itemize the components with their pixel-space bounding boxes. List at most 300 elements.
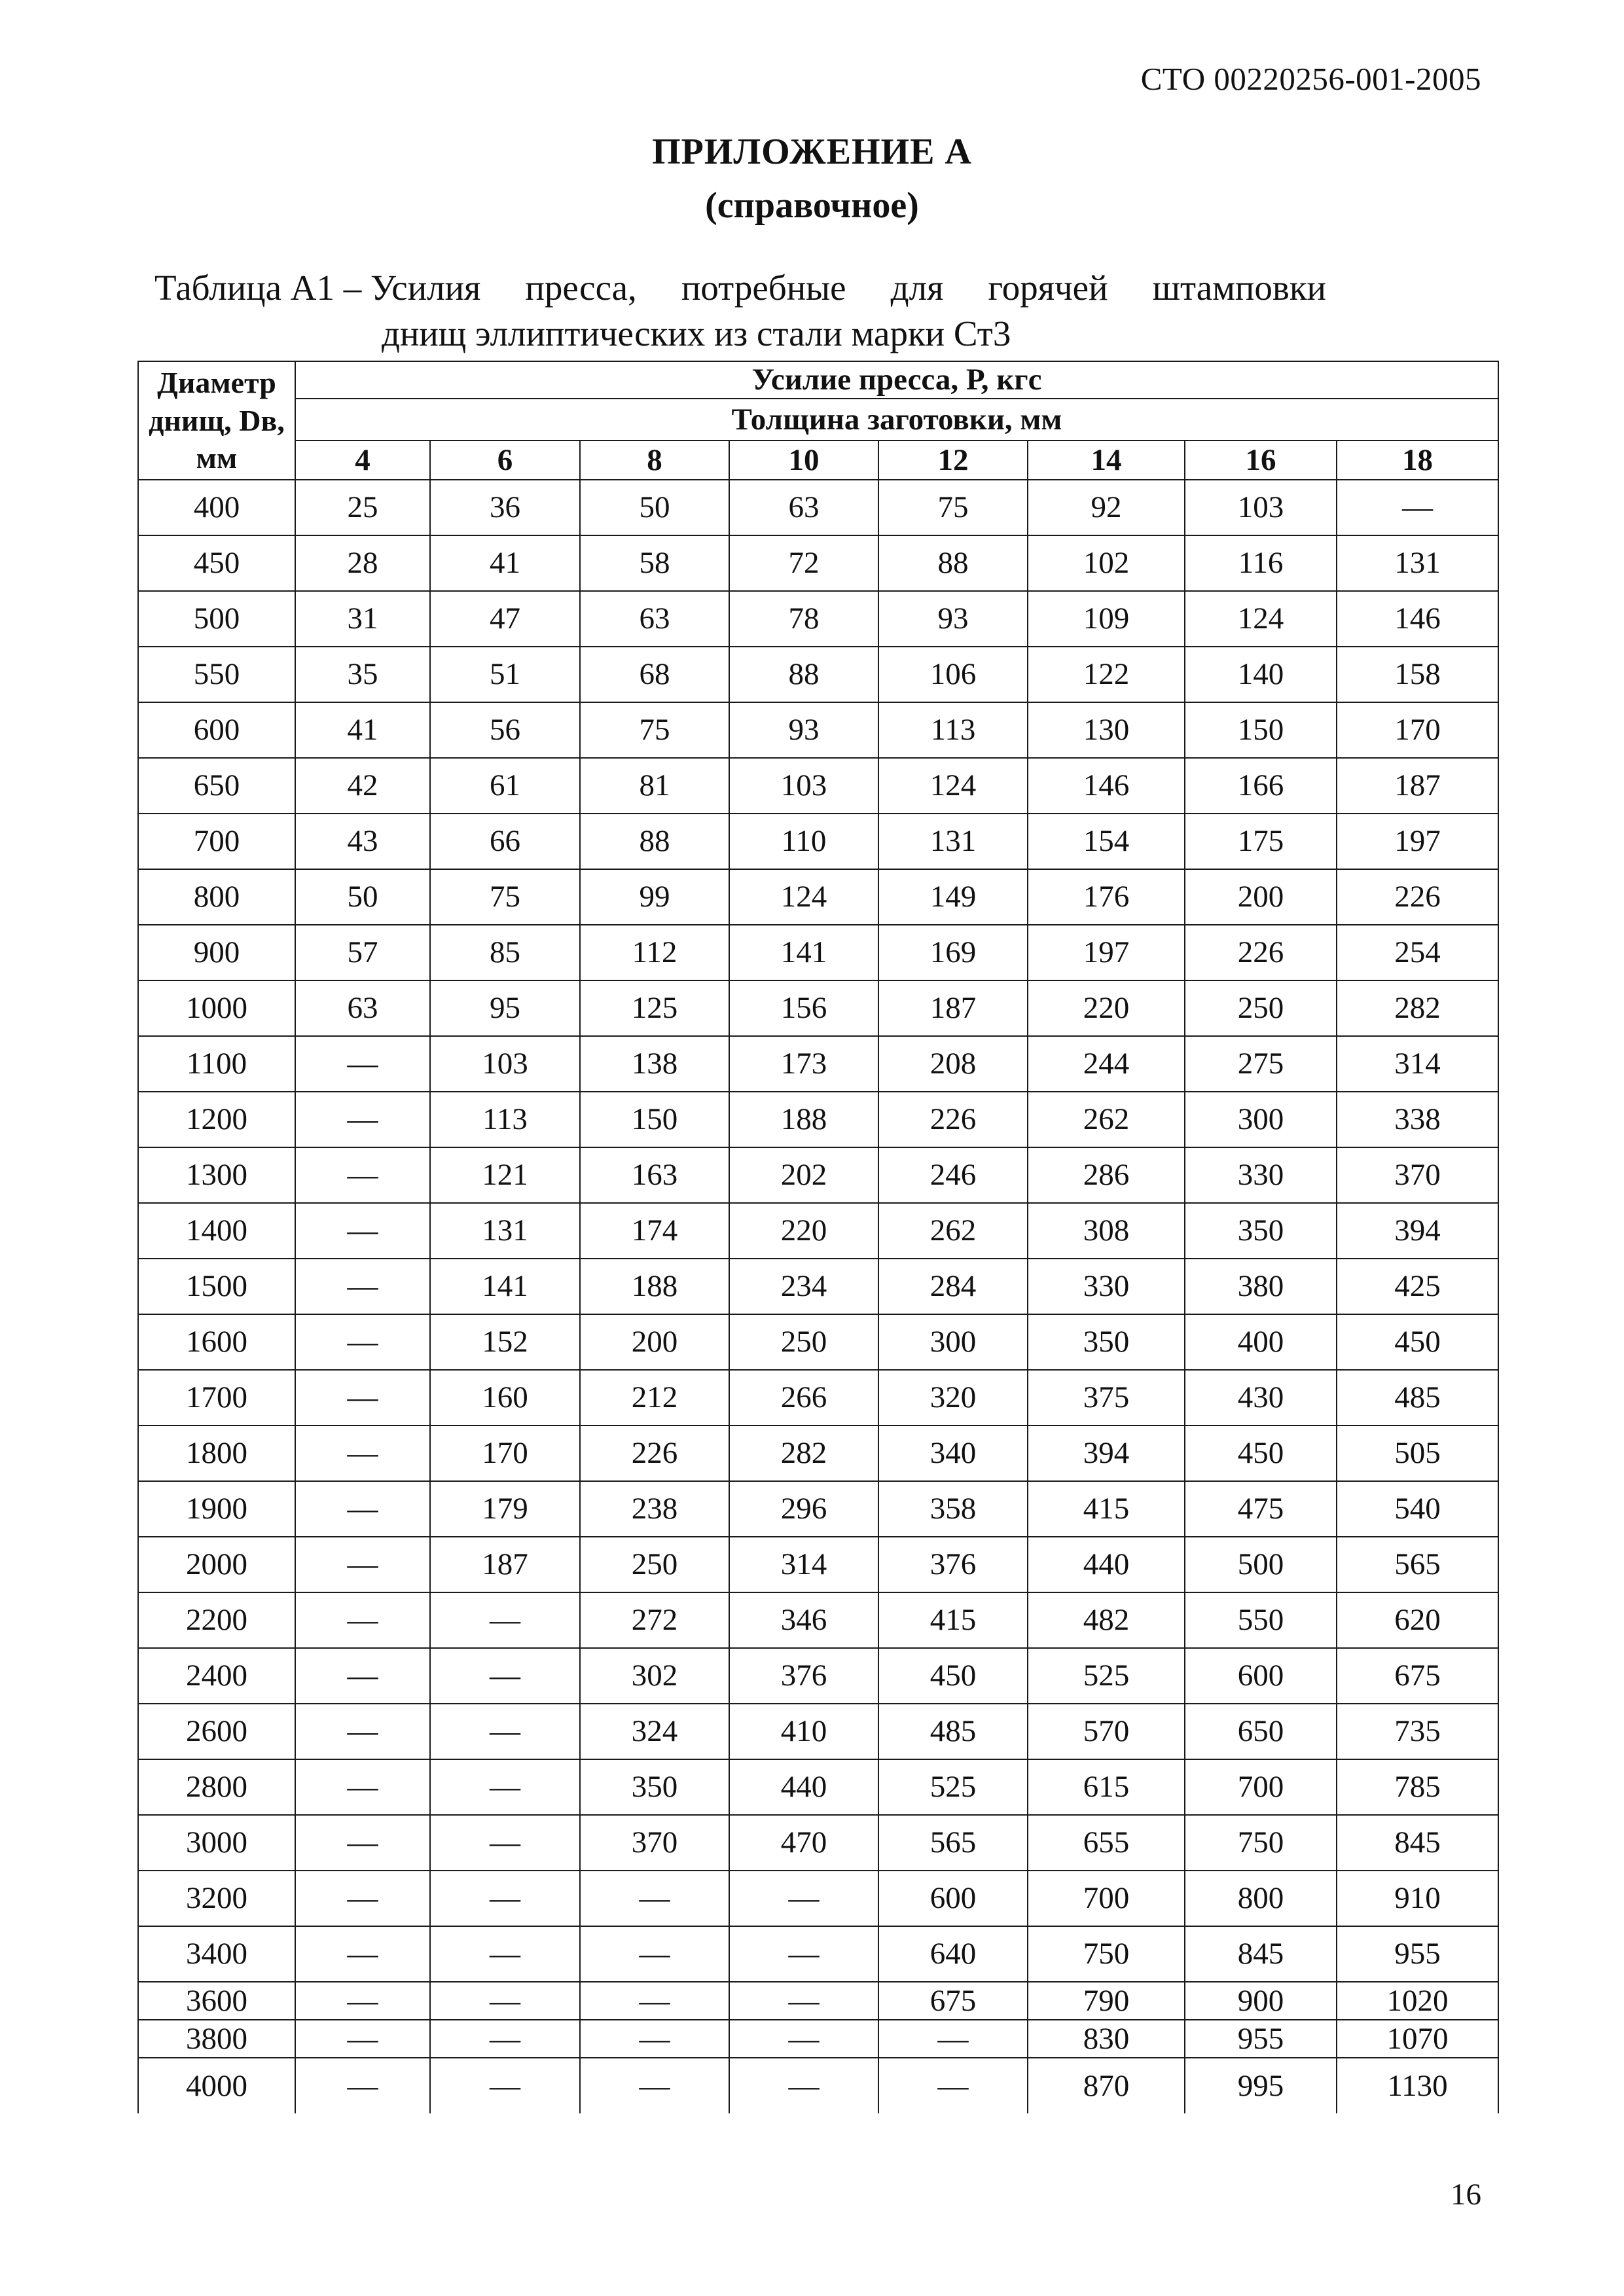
force-cell: 200 <box>1185 869 1337 925</box>
force-cell: 830 <box>1028 2020 1185 2058</box>
diameter-cell: 550 <box>138 647 295 702</box>
force-cell: 470 <box>729 1815 878 1871</box>
force-cell: 31 <box>295 591 430 647</box>
diameter-cell: 650 <box>138 758 295 814</box>
force-cell: 296 <box>729 1481 878 1537</box>
force-cell: 103 <box>1185 480 1337 535</box>
force-cell: 220 <box>1028 980 1185 1036</box>
force-cell: 226 <box>580 1426 729 1481</box>
force-cell: 92 <box>1028 480 1185 535</box>
table-row <box>138 647 1498 702</box>
force-cell: 175 <box>1185 814 1337 869</box>
force-cell: 286 <box>1028 1147 1185 1203</box>
diameter-cell: 1900 <box>138 1481 295 1537</box>
force-cell: — <box>295 2058 430 2113</box>
table-caption-line2: днищ эллиптических из стали марки Ст3 <box>382 314 1011 353</box>
force-cell: — <box>295 1203 430 1259</box>
table-row <box>138 1815 1498 1871</box>
force-cell: 415 <box>1028 1481 1185 1537</box>
force-cell: 376 <box>878 1537 1028 1592</box>
force-cell: 955 <box>1337 1926 1498 1982</box>
force-cell: 238 <box>580 1481 729 1537</box>
force-cell: 450 <box>878 1648 1028 1704</box>
force-cell: 346 <box>729 1592 878 1648</box>
thickness-header-cell: 12 <box>878 440 1028 480</box>
force-cell: 138 <box>580 1036 729 1092</box>
diameter-cell: 3000 <box>138 1815 295 1871</box>
force-cell: — <box>430 1648 580 1704</box>
diameter-cell: 1800 <box>138 1426 295 1481</box>
force-cell: 179 <box>430 1481 580 1537</box>
force-cell: 131 <box>430 1203 580 1259</box>
force-cell: 358 <box>878 1481 1028 1537</box>
table-row <box>138 1481 1498 1537</box>
force-cell: 63 <box>729 480 878 535</box>
force-cell: 56 <box>430 702 580 758</box>
force-cell: 800 <box>1185 1871 1337 1926</box>
table-row <box>138 758 1498 814</box>
force-cell: 140 <box>1185 647 1337 702</box>
table-row <box>138 1704 1498 1759</box>
force-cell: 430 <box>1185 1370 1337 1426</box>
force-cell: 173 <box>729 1036 878 1092</box>
force-cell: — <box>430 1871 580 1926</box>
force-cell: 282 <box>729 1426 878 1481</box>
force-cell: 330 <box>1185 1147 1337 1203</box>
force-cell: — <box>729 1982 878 2020</box>
force-cell: 675 <box>878 1982 1028 2020</box>
force-cell: 350 <box>1185 1203 1337 1259</box>
force-cell: — <box>295 1759 430 1815</box>
force-cell: 88 <box>878 535 1028 591</box>
force-cell: 112 <box>580 925 729 980</box>
force-cell: 220 <box>729 1203 878 1259</box>
force-cell: — <box>430 1815 580 1871</box>
header-diameter: Диаметр днищ, Dв, мм <box>138 361 295 480</box>
force-cell: 58 <box>580 535 729 591</box>
force-cell: 400 <box>1185 1314 1337 1370</box>
force-cell: 113 <box>430 1092 580 1147</box>
force-cell: — <box>295 1537 430 1592</box>
diameter-cell: 1300 <box>138 1147 295 1203</box>
force-cell: 47 <box>430 591 580 647</box>
caption-word: пресса, <box>525 268 637 308</box>
force-cell: 250 <box>729 1314 878 1370</box>
force-cell: 525 <box>1028 1648 1185 1704</box>
diameter-cell: 3800 <box>138 2020 295 2058</box>
force-cell: 226 <box>1185 925 1337 980</box>
table-row <box>138 1370 1498 1426</box>
force-cell: 450 <box>1185 1426 1337 1481</box>
force-cell: 99 <box>580 869 729 925</box>
force-cell: — <box>295 1370 430 1426</box>
force-cell: 505 <box>1337 1426 1498 1481</box>
force-cell: 330 <box>1028 1259 1185 1314</box>
force-cell: 163 <box>580 1147 729 1203</box>
force-cell: 93 <box>729 702 878 758</box>
thickness-header-cell: 14 <box>1028 440 1185 480</box>
force-cell: — <box>729 1871 878 1926</box>
force-cell: 25 <box>295 480 430 535</box>
force-cell: 275 <box>1185 1036 1337 1092</box>
diameter-cell: 1200 <box>138 1092 295 1147</box>
force-cell: 870 <box>1028 2058 1185 2113</box>
force-cell: 103 <box>729 758 878 814</box>
force-cell: 57 <box>295 925 430 980</box>
force-cell: 141 <box>430 1259 580 1314</box>
table-row <box>138 1537 1498 1592</box>
force-cell: 410 <box>729 1704 878 1759</box>
force-cell: 244 <box>1028 1036 1185 1092</box>
force-cell: 750 <box>1028 1926 1185 1982</box>
table-row <box>138 1147 1498 1203</box>
caption-word: горячей <box>988 268 1108 308</box>
table-body <box>138 480 1498 2113</box>
diameter-cell: 2600 <box>138 1704 295 1759</box>
force-cell: 262 <box>1028 1092 1185 1147</box>
force-cell: 375 <box>1028 1370 1185 1426</box>
force-cell: 262 <box>878 1203 1028 1259</box>
thickness-header-row <box>138 440 1498 480</box>
force-cell: 226 <box>878 1092 1028 1147</box>
force-cell: — <box>295 1314 430 1370</box>
force-cell: 550 <box>1185 1592 1337 1648</box>
thickness-header-cell: 6 <box>430 440 580 480</box>
header-thickness: Толщина заготовки, мм <box>295 399 1498 440</box>
force-cell: 116 <box>1185 535 1337 591</box>
force-cell: 75 <box>580 702 729 758</box>
force-cell: — <box>729 2020 878 2058</box>
force-cell: 450 <box>1337 1314 1498 1370</box>
table-row <box>138 1092 1498 1147</box>
diameter-cell: 2000 <box>138 1537 295 1592</box>
diameter-cell: 1700 <box>138 1370 295 1426</box>
force-cell: — <box>729 2058 878 2113</box>
document-code: СТО 00220256-001-2005 <box>1140 61 1481 97</box>
force-cell: 485 <box>1337 1370 1498 1426</box>
force-cell: 675 <box>1337 1648 1498 1704</box>
table-row <box>138 2020 1498 2058</box>
thickness-header-cell: 8 <box>580 440 729 480</box>
force-cell: 314 <box>729 1537 878 1592</box>
force-cell: 300 <box>1185 1092 1337 1147</box>
table-row <box>138 591 1498 647</box>
table-row <box>138 814 1498 869</box>
force-cell: — <box>580 2058 729 2113</box>
force-cell: 570 <box>1028 1704 1185 1759</box>
force-cell: 61 <box>430 758 580 814</box>
force-cell: 440 <box>1028 1537 1185 1592</box>
table-row <box>138 1426 1498 1481</box>
force-cell: 620 <box>1337 1592 1498 1648</box>
table-row <box>138 980 1498 1036</box>
force-cell: 615 <box>1028 1759 1185 1815</box>
force-cell: 320 <box>878 1370 1028 1426</box>
diameter-cell: 1100 <box>138 1036 295 1092</box>
table-row <box>138 1982 1498 2020</box>
force-cell: 995 <box>1185 2058 1337 2113</box>
force-cell: 425 <box>1337 1259 1498 1314</box>
force-cell: 170 <box>430 1426 580 1481</box>
force-cell: 308 <box>1028 1203 1185 1259</box>
force-cell: 122 <box>1028 647 1185 702</box>
force-cell: 188 <box>729 1092 878 1147</box>
force-cell: 88 <box>580 814 729 869</box>
force-cell: 700 <box>1028 1871 1185 1926</box>
force-cell: 88 <box>729 647 878 702</box>
force-cell: 174 <box>580 1203 729 1259</box>
force-cell: — <box>295 1926 430 1982</box>
force-cell: 266 <box>729 1370 878 1426</box>
force-cell: 95 <box>430 980 580 1036</box>
force-cell: — <box>295 1592 430 1648</box>
diameter-cell: 1500 <box>138 1259 295 1314</box>
force-cell: — <box>295 1982 430 2020</box>
force-cell: 131 <box>1337 535 1498 591</box>
force-cell: — <box>580 2020 729 2058</box>
force-cell: — <box>430 1592 580 1648</box>
table-caption-line1 <box>154 267 1326 308</box>
force-cell: 482 <box>1028 1592 1185 1648</box>
table-row <box>138 1926 1498 1982</box>
force-cell: 36 <box>430 480 580 535</box>
force-cell: — <box>295 1815 430 1871</box>
force-cell: 785 <box>1337 1759 1498 1815</box>
force-cell: 106 <box>878 647 1028 702</box>
table-row <box>138 1259 1498 1314</box>
force-cell: 176 <box>1028 869 1185 925</box>
force-cell: 78 <box>729 591 878 647</box>
force-cell: 41 <box>430 535 580 591</box>
diameter-cell: 450 <box>138 535 295 591</box>
force-cell: 254 <box>1337 925 1498 980</box>
force-cell: 338 <box>1337 1092 1498 1147</box>
force-cell: 246 <box>878 1147 1028 1203</box>
force-cell: — <box>430 1704 580 1759</box>
force-cell: 500 <box>1185 1537 1337 1592</box>
force-cell: — <box>430 2020 580 2058</box>
force-cell: 146 <box>1337 591 1498 647</box>
page-number: 16 <box>1451 2178 1481 2212</box>
table-row <box>138 702 1498 758</box>
force-cell: — <box>295 1036 430 1092</box>
force-cell: 124 <box>1185 591 1337 647</box>
diameter-cell: 1000 <box>138 980 295 1036</box>
force-cell: — <box>729 1926 878 1982</box>
force-cell: 152 <box>430 1314 580 1370</box>
force-cell: 735 <box>1337 1704 1498 1759</box>
force-cell: 370 <box>580 1815 729 1871</box>
force-cell: 234 <box>729 1259 878 1314</box>
table-row <box>138 1648 1498 1704</box>
force-cell: 845 <box>1337 1815 1498 1871</box>
diameter-cell: 900 <box>138 925 295 980</box>
force-cell: 900 <box>1185 1982 1337 2020</box>
force-cell: 150 <box>580 1092 729 1147</box>
force-cell: 188 <box>580 1259 729 1314</box>
force-cell: 600 <box>1185 1648 1337 1704</box>
force-cell: 169 <box>878 925 1028 980</box>
diameter-cell: 3200 <box>138 1871 295 1926</box>
diameter-cell: 1600 <box>138 1314 295 1370</box>
force-cell: 124 <box>878 758 1028 814</box>
force-cell: 394 <box>1028 1426 1185 1481</box>
force-cell: 43 <box>295 814 430 869</box>
diameter-cell: 800 <box>138 869 295 925</box>
force-cell: — <box>878 2058 1028 2113</box>
force-cell: — <box>295 1259 430 1314</box>
force-cell: 600 <box>878 1871 1028 1926</box>
caption-word: штамповки <box>1152 268 1326 308</box>
force-cell: 350 <box>580 1759 729 1815</box>
force-cell: 75 <box>430 869 580 925</box>
force-cell: — <box>295 1648 430 1704</box>
force-cell: 340 <box>878 1426 1028 1481</box>
force-cell: 28 <box>295 535 430 591</box>
diameter-cell: 2400 <box>138 1648 295 1704</box>
thickness-header-cell: 16 <box>1185 440 1337 480</box>
force-cell: — <box>430 1982 580 2020</box>
force-cell: 75 <box>878 480 1028 535</box>
force-cell: 284 <box>878 1259 1028 1314</box>
force-cell: 302 <box>580 1648 729 1704</box>
force-cell: — <box>295 1426 430 1481</box>
force-cell: 158 <box>1337 647 1498 702</box>
force-cell: 130 <box>1028 702 1185 758</box>
force-cell: — <box>295 1481 430 1537</box>
table-row <box>138 869 1498 925</box>
table-row <box>138 1203 1498 1259</box>
force-cell: 113 <box>878 702 1028 758</box>
force-cell: 955 <box>1185 2020 1337 2058</box>
diameter-cell: 700 <box>138 814 295 869</box>
force-cell: 910 <box>1337 1871 1498 1926</box>
force-cell: 370 <box>1337 1147 1498 1203</box>
force-cell: — <box>430 1926 580 1982</box>
diameter-cell: 600 <box>138 702 295 758</box>
force-cell: — <box>295 2020 430 2058</box>
force-cell: 272 <box>580 1592 729 1648</box>
thickness-header-cell: 10 <box>729 440 878 480</box>
table-row <box>138 1592 1498 1648</box>
force-cell: — <box>580 1871 729 1926</box>
force-cell: 146 <box>1028 758 1185 814</box>
force-cell: 166 <box>1185 758 1337 814</box>
force-cell: 110 <box>729 814 878 869</box>
appendix-subtitle: (справочное) <box>705 185 919 226</box>
force-cell: — <box>295 1871 430 1926</box>
force-cell: 525 <box>878 1759 1028 1815</box>
force-cell: 212 <box>580 1370 729 1426</box>
force-cell: 324 <box>580 1704 729 1759</box>
force-cell: 226 <box>1337 869 1498 925</box>
force-cell: 109 <box>1028 591 1185 647</box>
force-cell: 650 <box>1185 1704 1337 1759</box>
table-row <box>138 535 1498 591</box>
force-cell: 380 <box>1185 1259 1337 1314</box>
force-cell: 750 <box>1185 1815 1337 1871</box>
force-cell: 700 <box>1185 1759 1337 1815</box>
press-force-table <box>137 361 1499 2113</box>
force-cell: 187 <box>878 980 1028 1036</box>
force-cell: 93 <box>878 591 1028 647</box>
force-cell: 35 <box>295 647 430 702</box>
force-cell: 50 <box>580 480 729 535</box>
thickness-header-cell: 18 <box>1337 440 1498 480</box>
force-cell: 300 <box>878 1314 1028 1370</box>
table-row <box>138 925 1498 980</box>
force-cell: 66 <box>430 814 580 869</box>
diameter-cell: 2800 <box>138 1759 295 1815</box>
appendix-title: ПРИЛОЖЕНИЕ А <box>652 132 972 172</box>
force-cell: 1130 <box>1337 2058 1498 2113</box>
force-cell: — <box>430 1759 580 1815</box>
force-cell: 170 <box>1337 702 1498 758</box>
table-row <box>138 2058 1498 2113</box>
force-cell: 85 <box>430 925 580 980</box>
force-cell: 103 <box>430 1036 580 1092</box>
force-cell: 376 <box>729 1648 878 1704</box>
force-cell: 154 <box>1028 814 1185 869</box>
force-cell: 150 <box>1185 702 1337 758</box>
force-cell: 565 <box>1337 1537 1498 1592</box>
force-cell: 314 <box>1337 1036 1498 1092</box>
caption-word: потребные <box>681 268 846 308</box>
force-cell: — <box>1337 480 1498 535</box>
force-cell: 282 <box>1337 980 1498 1036</box>
force-cell: 540 <box>1337 1481 1498 1537</box>
force-cell: 202 <box>729 1147 878 1203</box>
force-cell: 440 <box>729 1759 878 1815</box>
header-force: Усилие пресса, Р, кгс <box>295 361 1498 399</box>
force-cell: 102 <box>1028 535 1185 591</box>
force-cell: 1020 <box>1337 1982 1498 2020</box>
force-cell: 485 <box>878 1704 1028 1759</box>
force-cell: 655 <box>1028 1815 1185 1871</box>
force-cell: 640 <box>878 1926 1028 1982</box>
force-cell: — <box>295 1704 430 1759</box>
table-row <box>138 1871 1498 1926</box>
force-cell: 149 <box>878 869 1028 925</box>
force-cell: 50 <box>295 869 430 925</box>
force-cell: 81 <box>580 758 729 814</box>
force-cell: 160 <box>430 1370 580 1426</box>
force-cell: 131 <box>878 814 1028 869</box>
diameter-cell: 2200 <box>138 1592 295 1648</box>
diameter-cell: 4000 <box>138 2058 295 2113</box>
force-cell: 187 <box>430 1537 580 1592</box>
table-row <box>138 1314 1498 1370</box>
force-cell: — <box>295 1147 430 1203</box>
force-cell: — <box>878 2020 1028 2058</box>
force-cell: 565 <box>878 1815 1028 1871</box>
force-cell: 394 <box>1337 1203 1498 1259</box>
force-cell: 1070 <box>1337 2020 1498 2058</box>
table-row <box>138 1036 1498 1092</box>
force-cell: 200 <box>580 1314 729 1370</box>
force-cell: 51 <box>430 647 580 702</box>
diameter-cell: 1400 <box>138 1203 295 1259</box>
caption-word: для <box>890 268 944 308</box>
force-cell: — <box>580 1926 729 1982</box>
force-cell: 350 <box>1028 1314 1185 1370</box>
force-cell: 68 <box>580 647 729 702</box>
table-row <box>138 480 1498 535</box>
force-cell: 187 <box>1337 758 1498 814</box>
force-cell: 250 <box>1185 980 1337 1036</box>
caption-word: Таблица А1 – Усилия <box>154 268 481 308</box>
force-cell: — <box>580 1982 729 2020</box>
